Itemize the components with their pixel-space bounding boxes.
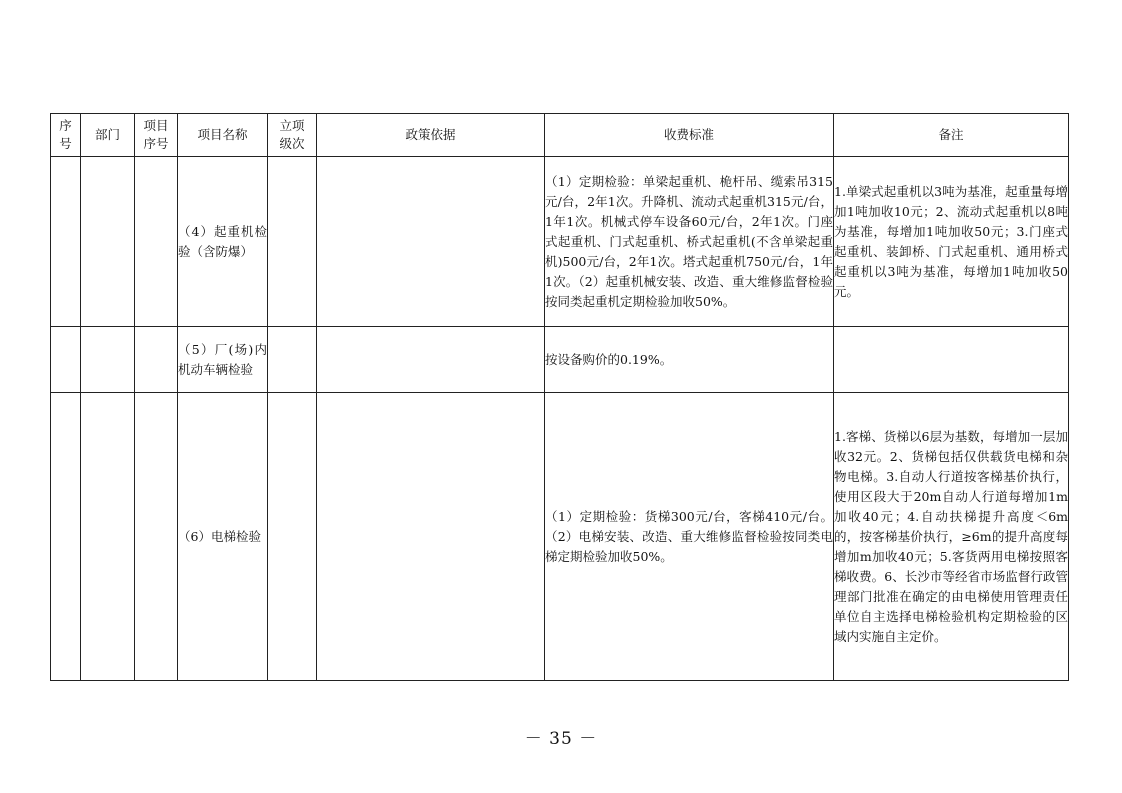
cell-remarks: 1.客梯、货梯以6层为基数，每增加一层加收32元。2、货梯包括仅供载货电梯和杂物电梯。3.自动人行道按客梯基价执行，使用区段大于20m自动人行道每增加1m加收40元；4.自动扶梯提升高度＜6m的，按客梯基价执行，≥6m的提升高度每增加m加收40元；5.客货两用电梯按照客梯收费。6、长沙市等经省市场监督行政管理部门批准在确定的由电梯使用管理责任单位自主选择电梯检验机构定期检验的区域内实施自主定价。	[834, 393, 1069, 681]
cell-remarks: 1.单梁式起重机以3吨为基准，起重量每增加1吨加收10元；2、流动式起重机以8吨为基准，每增加1吨加收50元；3.门座式起重机、装卸桥、门式起重机、通用桥式起重机以3吨为基准，每增加1吨加收50元。	[834, 157, 1069, 327]
header-row	[51, 114, 1069, 157]
cell-item-name: （4）起重机检验（含防爆）	[178, 157, 268, 327]
cell-standard: 按设备购价的0.19%。	[545, 327, 834, 393]
cell-item-seq	[135, 393, 178, 681]
header-item-seq-text: 项目 序号	[143, 118, 169, 151]
cell-seq	[51, 393, 81, 681]
cell-dept	[81, 157, 135, 327]
header-level-text: 立项 级次	[279, 118, 305, 151]
table-row	[51, 393, 1069, 681]
cell-item-name: （5）厂(场)内机动车辆检验	[178, 327, 268, 393]
cell-seq	[51, 327, 81, 393]
cell-level	[268, 393, 317, 681]
page-number: － 35 －	[524, 729, 598, 749]
cell-dept	[81, 393, 135, 681]
cell-item-name: （6）电梯检验	[178, 393, 268, 681]
header-policy: 政策依据	[317, 114, 545, 157]
header-seq-line1: 序 号	[59, 118, 72, 151]
cell-remarks	[834, 327, 1069, 393]
cell-item-seq	[135, 327, 178, 393]
header-dept: 部门	[81, 114, 135, 157]
cell-seq	[51, 157, 81, 327]
cell-level	[268, 327, 317, 393]
cell-policy	[317, 157, 545, 327]
fee-standards-table	[50, 113, 1069, 681]
cell-policy	[317, 327, 545, 393]
cell-policy	[317, 393, 545, 681]
cell-standard: （1）定期检验：货梯300元/台，客梯410元/台。（2）电梯安装、改造、重大维修监督检验按同类电梯定期检验加收50%。	[545, 393, 834, 681]
header-item-seq	[135, 114, 178, 157]
cell-level	[268, 157, 317, 327]
table-row	[51, 157, 1069, 327]
header-standard: 收费标准	[545, 114, 834, 157]
table-row	[51, 327, 1069, 393]
header-level	[268, 114, 317, 157]
cell-standard: （1）定期检验：单梁起重机、桅杆吊、缆索吊315元/台，2年1次。升降机、流动式起重机315元/台，1年1次。机械式停车设备60元/台，2年1次。门座式起重机、门式起重机、桥式起重机(不含单梁起重机)500元/台，2年1次。塔式起重机750元/台，1年1次。（2）起重机械安装、改造、重大维修监督检验按同类起重机定期检验加收50%。	[545, 157, 834, 327]
header-remarks: 备注	[834, 114, 1069, 157]
header-seq	[51, 114, 81, 157]
cell-item-seq	[135, 157, 178, 327]
header-item-name: 项目名称	[178, 114, 268, 157]
cell-dept	[81, 327, 135, 393]
